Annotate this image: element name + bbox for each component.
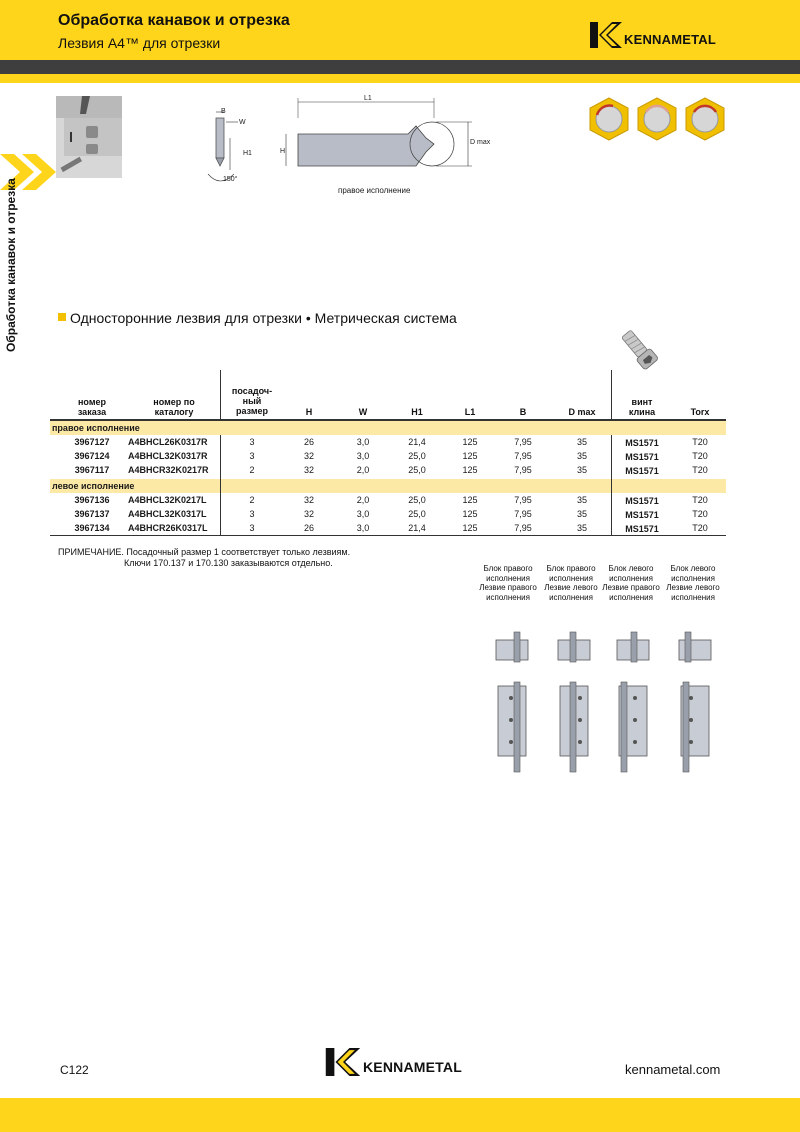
screw-icon <box>618 328 664 372</box>
header-stripe <box>0 74 800 83</box>
grade-hex-icon-2 <box>638 98 676 140</box>
table-row: 3967124 A4BHCL32K0317R 3 32 3,0 25,0 125 7,95 35 MS1571 T20 <box>74 451 708 462</box>
col-divider <box>220 370 221 422</box>
grade-hex-icon-3 <box>686 98 724 140</box>
header-logo <box>590 22 716 48</box>
kennametal-k-icon <box>325 1048 361 1076</box>
table-row: 3967137 A4BHCL32K0317L 3 32 3,0 25,0 125 7,95 35 MS1571 T20 <box>74 509 708 520</box>
col-divider <box>611 370 612 422</box>
th-w: W <box>358 407 368 417</box>
block-diagram-4 <box>677 630 713 776</box>
note-line-2: Ключи 170.137 и 170.130 заказываются отдельно. <box>124 558 333 568</box>
diagram-caption: Блок левого исполнения Лезвие правого исполнения <box>602 564 660 602</box>
footer-logo <box>325 1048 462 1076</box>
section-title: Односторонние лезвия для отрезки • Метрическая система <box>70 310 457 326</box>
footer-band <box>0 1098 800 1132</box>
dim-h-label: H <box>280 148 286 155</box>
th-catalog: номер по каталогу <box>153 397 195 417</box>
table-bottom-rule <box>50 535 726 536</box>
dim-w-label: W <box>239 119 246 126</box>
block-diagram-2 <box>556 630 592 776</box>
table-row: 3967134 A4BHCR26K0317L 3 26 3,0 21,4 125 7,95 35 MS1571 T20 <box>74 523 708 534</box>
dim-h1-label: H1 <box>243 150 252 157</box>
th-seat: посадоч-ный размер <box>231 386 273 416</box>
table-group-row: левое исполнение <box>50 479 726 493</box>
tool-photo <box>56 96 122 178</box>
th-screw: винт клина <box>628 397 656 417</box>
section-bullet <box>58 313 66 321</box>
col-divider <box>220 435 221 535</box>
grade-hex-icons <box>588 96 728 142</box>
table-row: 3967136 A4BHCL32K0217L 2 32 2,0 25,0 125 7,95 35 MS1571 T20 <box>74 495 708 506</box>
block-diagram-1 <box>494 630 530 776</box>
diagram-caption: Блок правого исполнения Лезвие левого исполнения <box>544 564 598 602</box>
grade-hex-icon-1 <box>590 98 628 140</box>
block-diagram-3 <box>615 630 651 776</box>
col-divider <box>611 435 612 535</box>
kennametal-k-icon <box>590 22 622 48</box>
dim-l1-label: L1 <box>364 95 372 102</box>
table-row: 3967117 A4BHCR32K0217R 2 32 2,0 25,0 125 7,95 35 MS1571 T20 <box>74 465 708 476</box>
side-tab-label: Обработка канавок и отрезка <box>4 178 18 352</box>
note-line-1: ПРИМЕЧАНИЕ. Посадочный размер 1 соответствует только лезвиям. <box>58 547 351 557</box>
dim-dmax-label: D max <box>470 139 491 146</box>
th-h1: H1 <box>411 407 423 417</box>
th-dmax: D max <box>568 407 596 417</box>
logo-text: KENNAMETAL <box>624 31 717 47</box>
logo-text: KENNAMETAL <box>363 1058 462 1075</box>
th-b: B <box>519 407 527 417</box>
table-group-row: правое исполнение <box>50 421 726 435</box>
page-subtitle: Лезвия А4™ для отрезки <box>58 35 221 51</box>
dim-angle-label: 150° <box>223 176 238 183</box>
table-row: 3967127 A4BHCL26K0317R 3 26 3,0 21,4 125 7,95 35 MS1571 T20 <box>74 437 708 448</box>
th-l1: L1 <box>464 407 476 417</box>
dim-b-label: B <box>221 108 226 115</box>
th-torx: Torx <box>690 407 710 417</box>
diagram-caption: Блок правого исполнения Лезвие правого исполнения <box>479 564 537 602</box>
page-title: Обработка канавок и отрезка <box>58 12 290 29</box>
diagram-caption: Блок левого исполнения Лезвие левого исполнения <box>666 564 720 602</box>
th-order: номер заказа <box>77 397 107 417</box>
header-dark-bar <box>0 60 800 74</box>
footer-url[interactable]: kennametal.com <box>625 1062 721 1077</box>
page-number: C122 <box>60 1063 89 1077</box>
drawing-caption: правое исполнение <box>338 186 411 195</box>
th-h: H <box>305 407 313 417</box>
